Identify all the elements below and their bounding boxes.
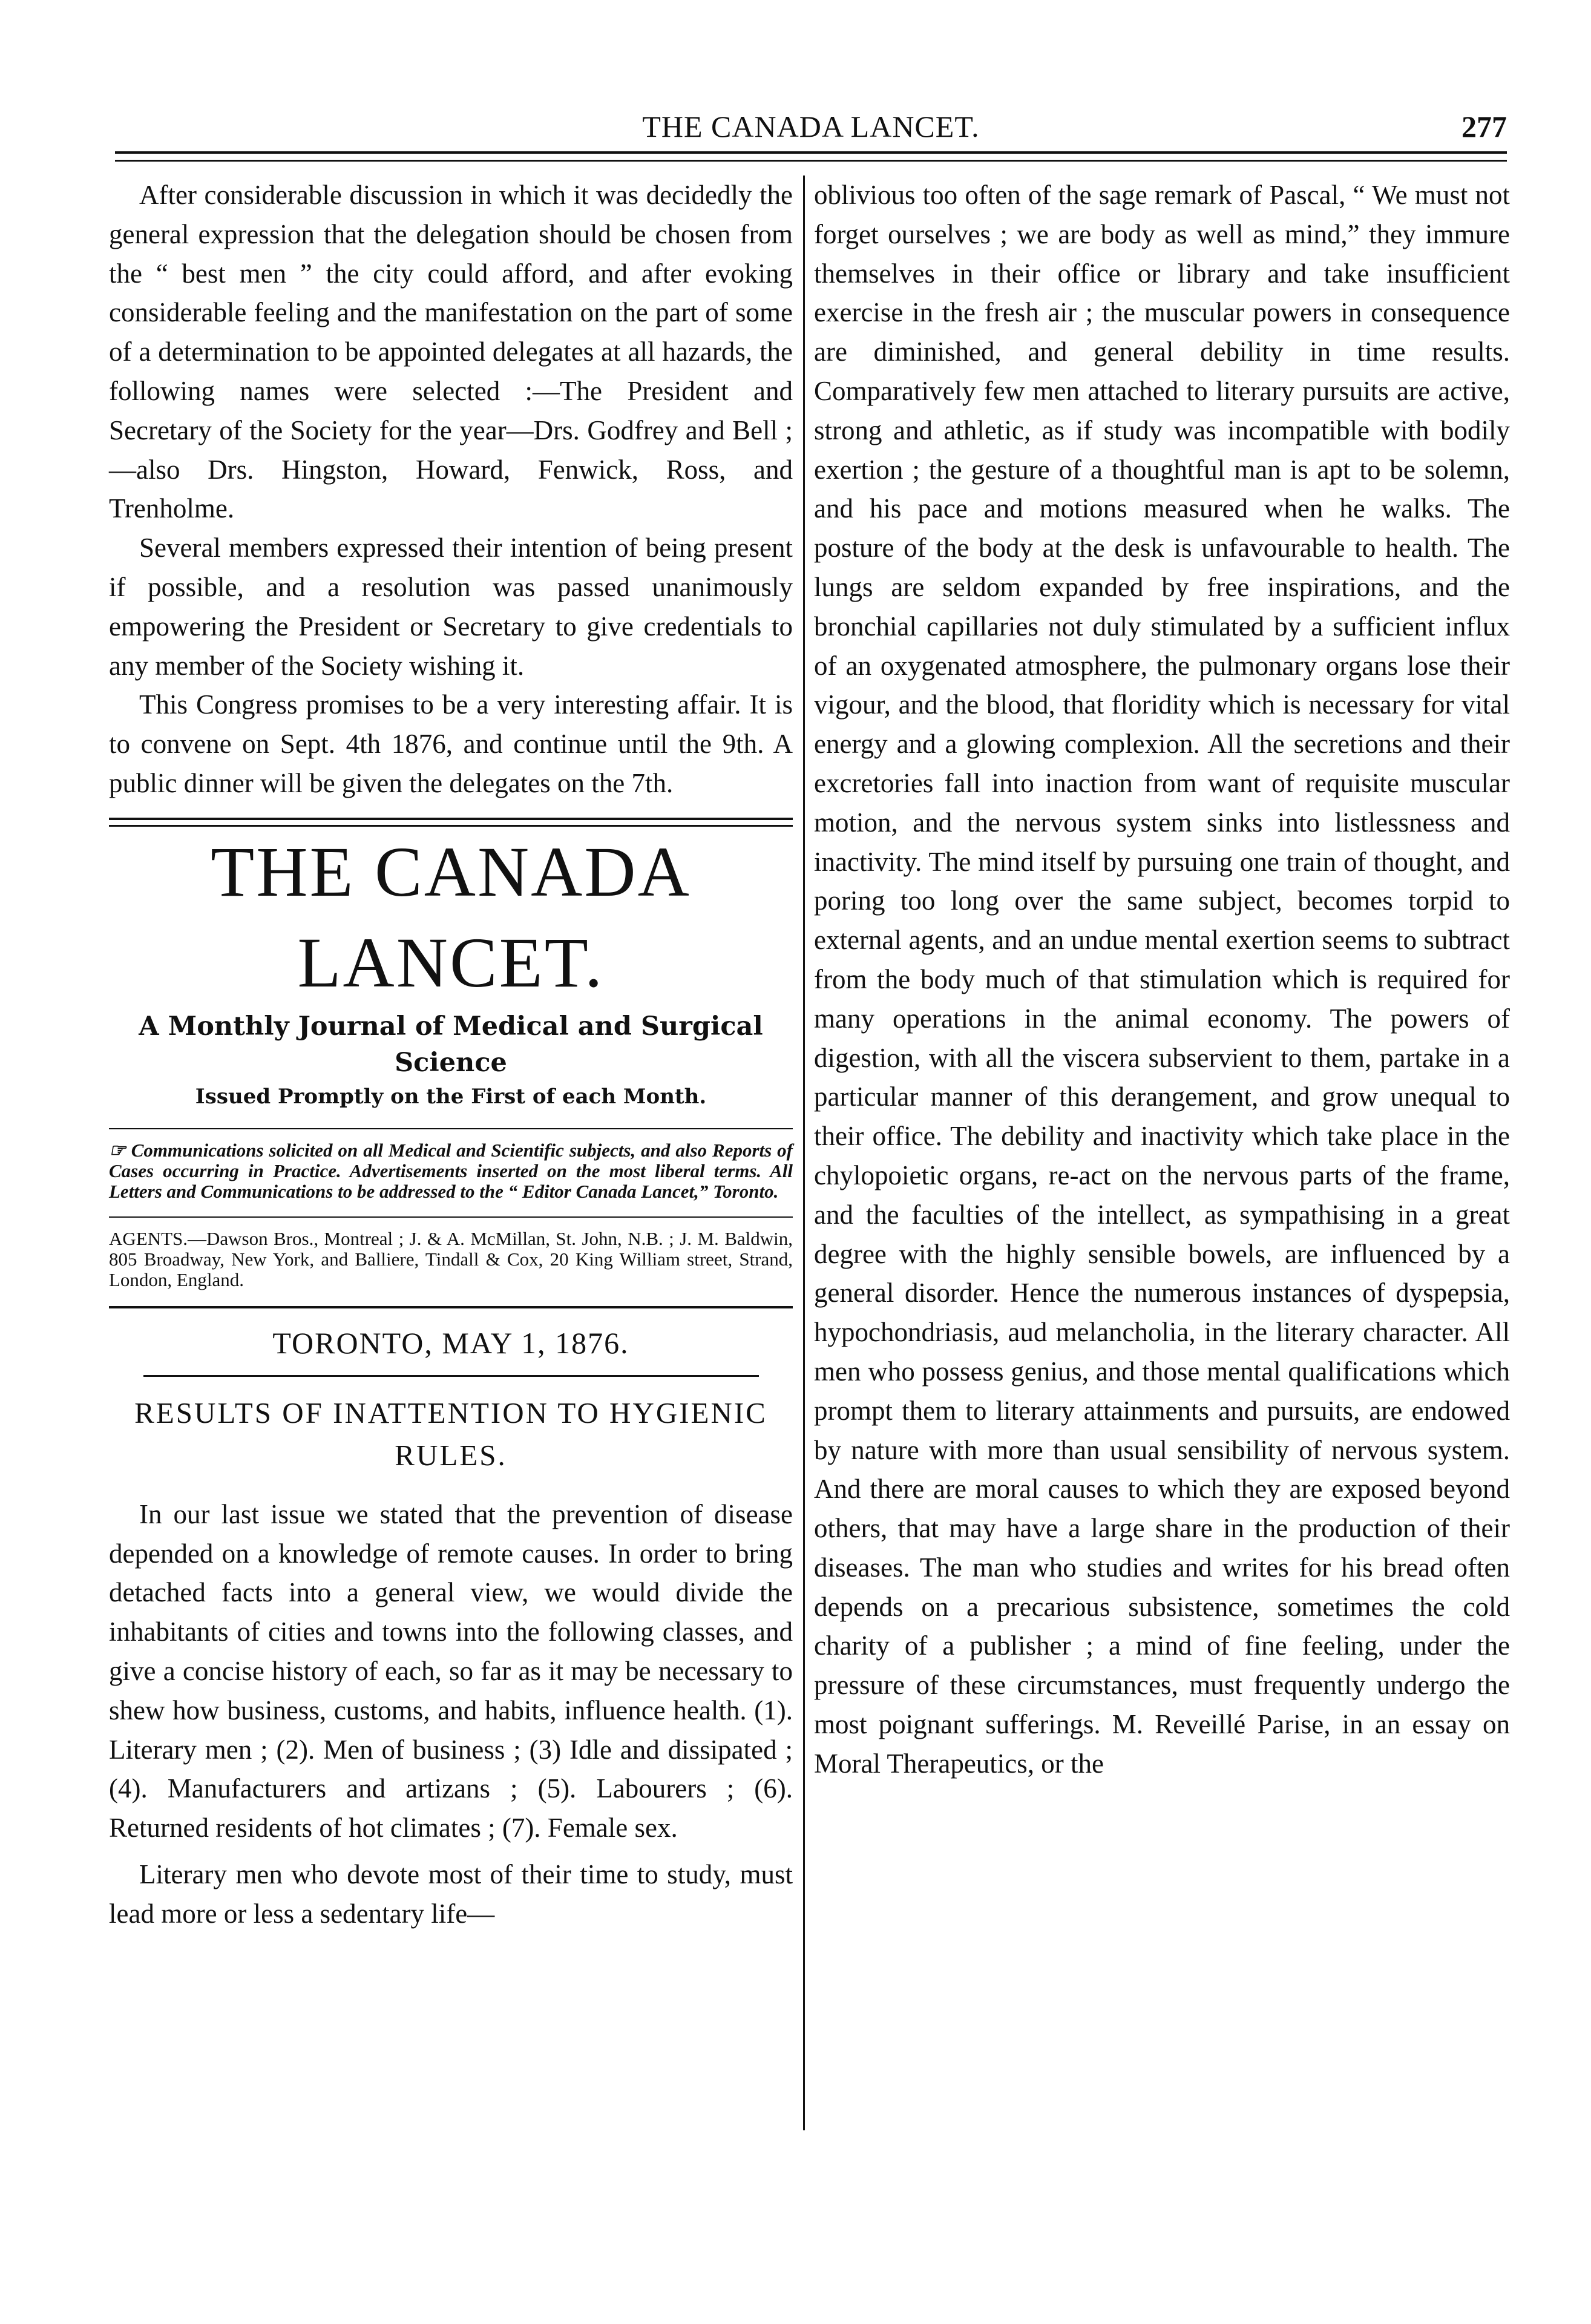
paragraph: Several members expressed their intention of being present if possible, and a resolution was passed unanimously empowering the President or Secretary to give credentials to any member of the Society wishing it.: [109, 533, 793, 681]
page-header: [115, 109, 1507, 157]
dateline: TORONTO, MAY 1, 1876.: [272, 1325, 629, 1360]
editorial-notice: ☞ Communications solicited on all Medical and Scientific subjects, and also Reports of Cases occurring in Practice. Advertisements inserted on the most liberal terms. All Letters and Communications to be addressed to the “ Editor Canada Lancet,” Toronto.: [109, 1139, 793, 1202]
column-divider: [803, 176, 805, 2130]
left-column: [109, 176, 793, 1934]
paragraph: In our last issue we stated that the prevention of disease depended on a knowledge of remote causes. In order to bring detached facts into a general view, we would divide the inhabitants of cities and towns into the following classes, and give a concise history of each, so far as it may be necessary to shew how business, customs, and habits, influence health. (1). Literary men ; (2). Men of business ; (3) Idle and dissipated ; (4). Manufacturers and artizans ; (5). Labourers ; (6). Returned residents of hot climates ; (7). Female sex.: [109, 1498, 793, 1843]
right-column: [814, 176, 1510, 1784]
paragraph: oblivious too often of the sage remark of Pascal, “ We must not forget ourselves ; we are body as well as mind,” they immure themselves in their office or library and take insufficient exercise in the fresh air ; the muscular powers in consequence are diminished, and general debility in time results. Comparatively few men attached to literary pursuits are active, strong and athletic, as if study was incompatible with bodily exertion ; the gesture of a thoughtful man is apt to be solemn, and his pace and motions measured when he walks. The posture of the body at the desk is unfavourable to health. The lungs are seldom expanded by free inspirations, and the bronchial capillaries not duly stimulated by a sufficient influx of an oxygenated atmosphere, the pulmonary organs lose their vigour, and the blood, that floridity which is necessary for vital energy and a glowing complexion. All the secretions and their excretories fall into inaction from want of requisite muscular motion, and the nervous system sinks into listlessness and inactivity. The mind itself by pursuing one train of thought, and poring too long over the same subject, becomes torpid to external agents, and an undue mental exertion seems to subtract from the body much of that stimulation which is required for many operations in the animal economy. The powers of digestion, with all the viscera subservient to them, partake in a particular manner of this derangement, and grow unequal to their office. The debility and inactivity which take place in the chylopoietic organs, re-act on the nervous parts of the frame, and the faculties of the intellect, as sympathising in a great degree with the highly sensible bowels, are influenced by a general disorder. Hence the numerous instances of dyspepsia, hypochondriasis, aud melancholia, in the literary character. All men who possess genius, and those mental qualifications which prompt them to literary attainments and pursuits, are endowed by nature with more than usual sensibility of nervous system. And there are moral causes to which they are exposed beyond others, that may have a large share in the production of their diseases. The man who studies and writes for his bread often depends on a precarious subsistence, sometimes the cold charity of a publisher ; a mind of fine feeling, under the pressure of these circumstances, must frequently undergo the most poignant sufferings. M. Reveillé Parise, in an essay on Moral Therapeutics, or the: [814, 180, 1510, 1779]
paragraph: After considerable discussion in which it was decidedly the general expression that the delegation should be chosen from the “ best men ” the city could afford, and after evoking considerable feeling and the manifestation on the part of some of a determination to be appointed delegates at all hazards, the following names were selected :—The President and Secretary of the Society for the year—Drs. Godfrey and Bell ;—also Drs. Hingston, Howard, Fenwick, Ross, and Trenholme.: [109, 180, 793, 524]
paragraph: This Congress promises to be a very interesting affair. It is to convene on Sept. 4th 1876, and continue until the 9th. A public dinner will be given the delegates on the 7th.: [109, 689, 793, 798]
page-number: 277: [1461, 110, 1507, 143]
masthead-title: THE CANADA LANCET.: [211, 832, 691, 1002]
article-title: RESULTS OF INATTENTION TO HYGIENIC RULES.: [134, 1396, 767, 1472]
header-rule: [115, 151, 1507, 154]
running-title: THE CANADA LANCET.: [642, 110, 980, 143]
masthead-rule: [109, 818, 793, 820]
paragraph: Literary men who devote most of their time to study, must lead more or less a sedentary life—: [109, 1859, 793, 1929]
divider: [109, 1128, 793, 1129]
masthead: [109, 827, 793, 1112]
masthead-subtitle: A Monthly Journal of Medical and Surgical Science: [139, 1011, 763, 1078]
agents-notice: AGENTS.—Dawson Bros., Montreal ; J. & A. McMillan, St. John, N.B. ; J. M. Baldwin, 805 Broadway, New York, and Balliere, Tindall & Cox, 20 King William street, Strand, London, England.: [109, 1227, 793, 1290]
divider: [109, 1306, 793, 1308]
divider: [143, 1375, 759, 1377]
masthead-issued: Issued Promptly on the First of each Month.: [195, 1084, 707, 1109]
divider: [109, 1216, 793, 1218]
